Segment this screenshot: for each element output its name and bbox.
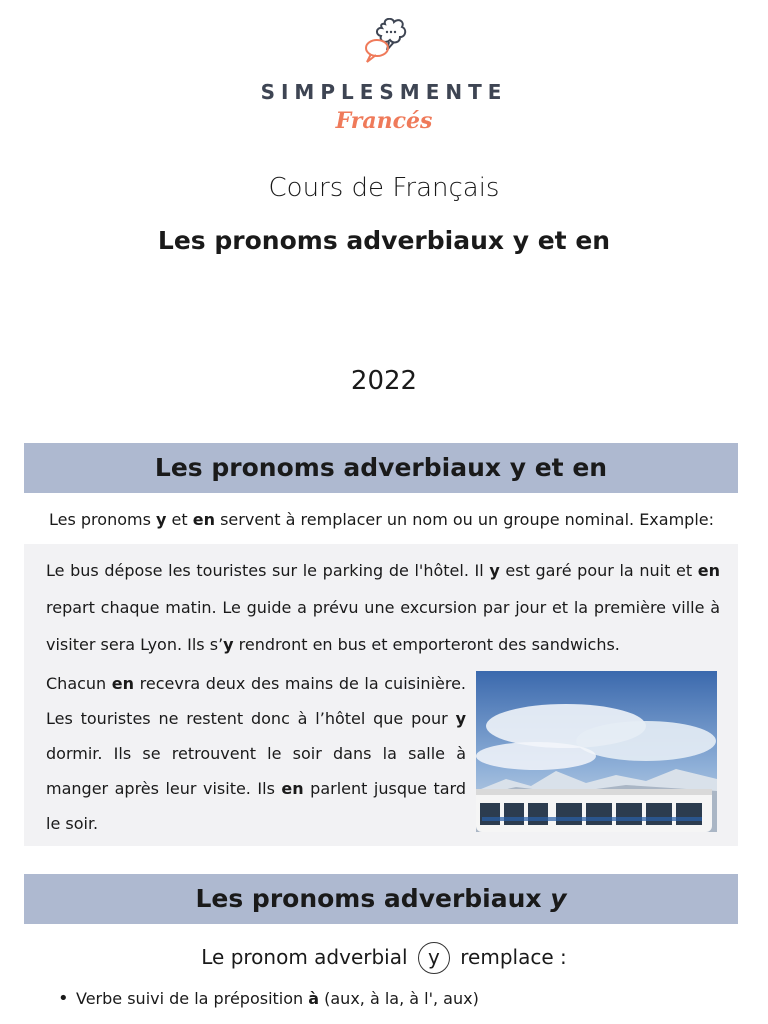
text-run: Le bus dépose les touristes sur le parking de l'hôtel. Il (46, 561, 490, 580)
text-run: repart chaque matin. Le guide a prévu une excursion par jour et la première ville à visiter sera Lyon. Ils s’ (46, 598, 720, 654)
intro-part: servent à remplacer un nom ou un groupe nominal. Example: (215, 510, 714, 529)
section-heading-y-et-en: Les pronoms adverbiaux y et en (24, 443, 738, 493)
example-box (24, 544, 738, 846)
brand-name: SIMPLESMENTE (260, 80, 508, 104)
keyword-y: y (489, 561, 500, 580)
keyword-en: en (697, 561, 720, 580)
keyword-en: en (281, 779, 304, 798)
circled-y: y (418, 942, 450, 974)
text-run: est garé pour la nuit et (499, 561, 698, 580)
section-heading-y (24, 874, 738, 924)
bullet-item (60, 989, 479, 1008)
brand-script: Francés (335, 108, 433, 134)
heading-keyword-y: y (550, 884, 567, 913)
bullet-text: (aux, à la, à l', aux) (319, 989, 479, 1008)
logo (0, 18, 768, 134)
intro-text (49, 510, 714, 529)
intro-part: et (166, 510, 193, 529)
lead-text: Le pronom adverbial (201, 945, 408, 969)
text-run: rendront en bus et emporteront des sandwichs. (233, 635, 620, 654)
document-year: 2022 (350, 366, 418, 396)
keyword-en: en (111, 674, 135, 693)
keyword-y: y (223, 635, 234, 654)
chat-bubbles-icon (349, 18, 419, 70)
example-paragraph-2 (46, 666, 466, 841)
keyword-y: y (156, 510, 167, 529)
text-run: Chacun (46, 674, 112, 693)
keyword-en: en (192, 510, 215, 529)
intro-part: Les pronoms (49, 510, 157, 529)
text-run: parlent jusque tard le soir. (46, 779, 467, 833)
bullet-text: Verbe suivi de la préposition (76, 989, 309, 1008)
course-title: Cours de Français (268, 173, 500, 203)
text-run: recevra deux des mains de la cuisinière. Les touristes ne restent donc à l’hôtel que pour (46, 674, 467, 728)
document-title: Les pronoms adverbiaux y et en (157, 226, 611, 255)
bus-photo (476, 671, 717, 832)
keyword-y: y (455, 709, 466, 728)
bullet-keyword: à (308, 989, 320, 1008)
heading-text: Les pronoms adverbiaux (195, 884, 551, 913)
example-paragraph-1 (46, 552, 720, 663)
text-run: dormir. Ils se retrouvent le soir dans la salle à manger après leur visite. Ils (46, 744, 466, 798)
lead-text: remplace : (460, 945, 567, 969)
lead-sentence (0, 942, 768, 974)
